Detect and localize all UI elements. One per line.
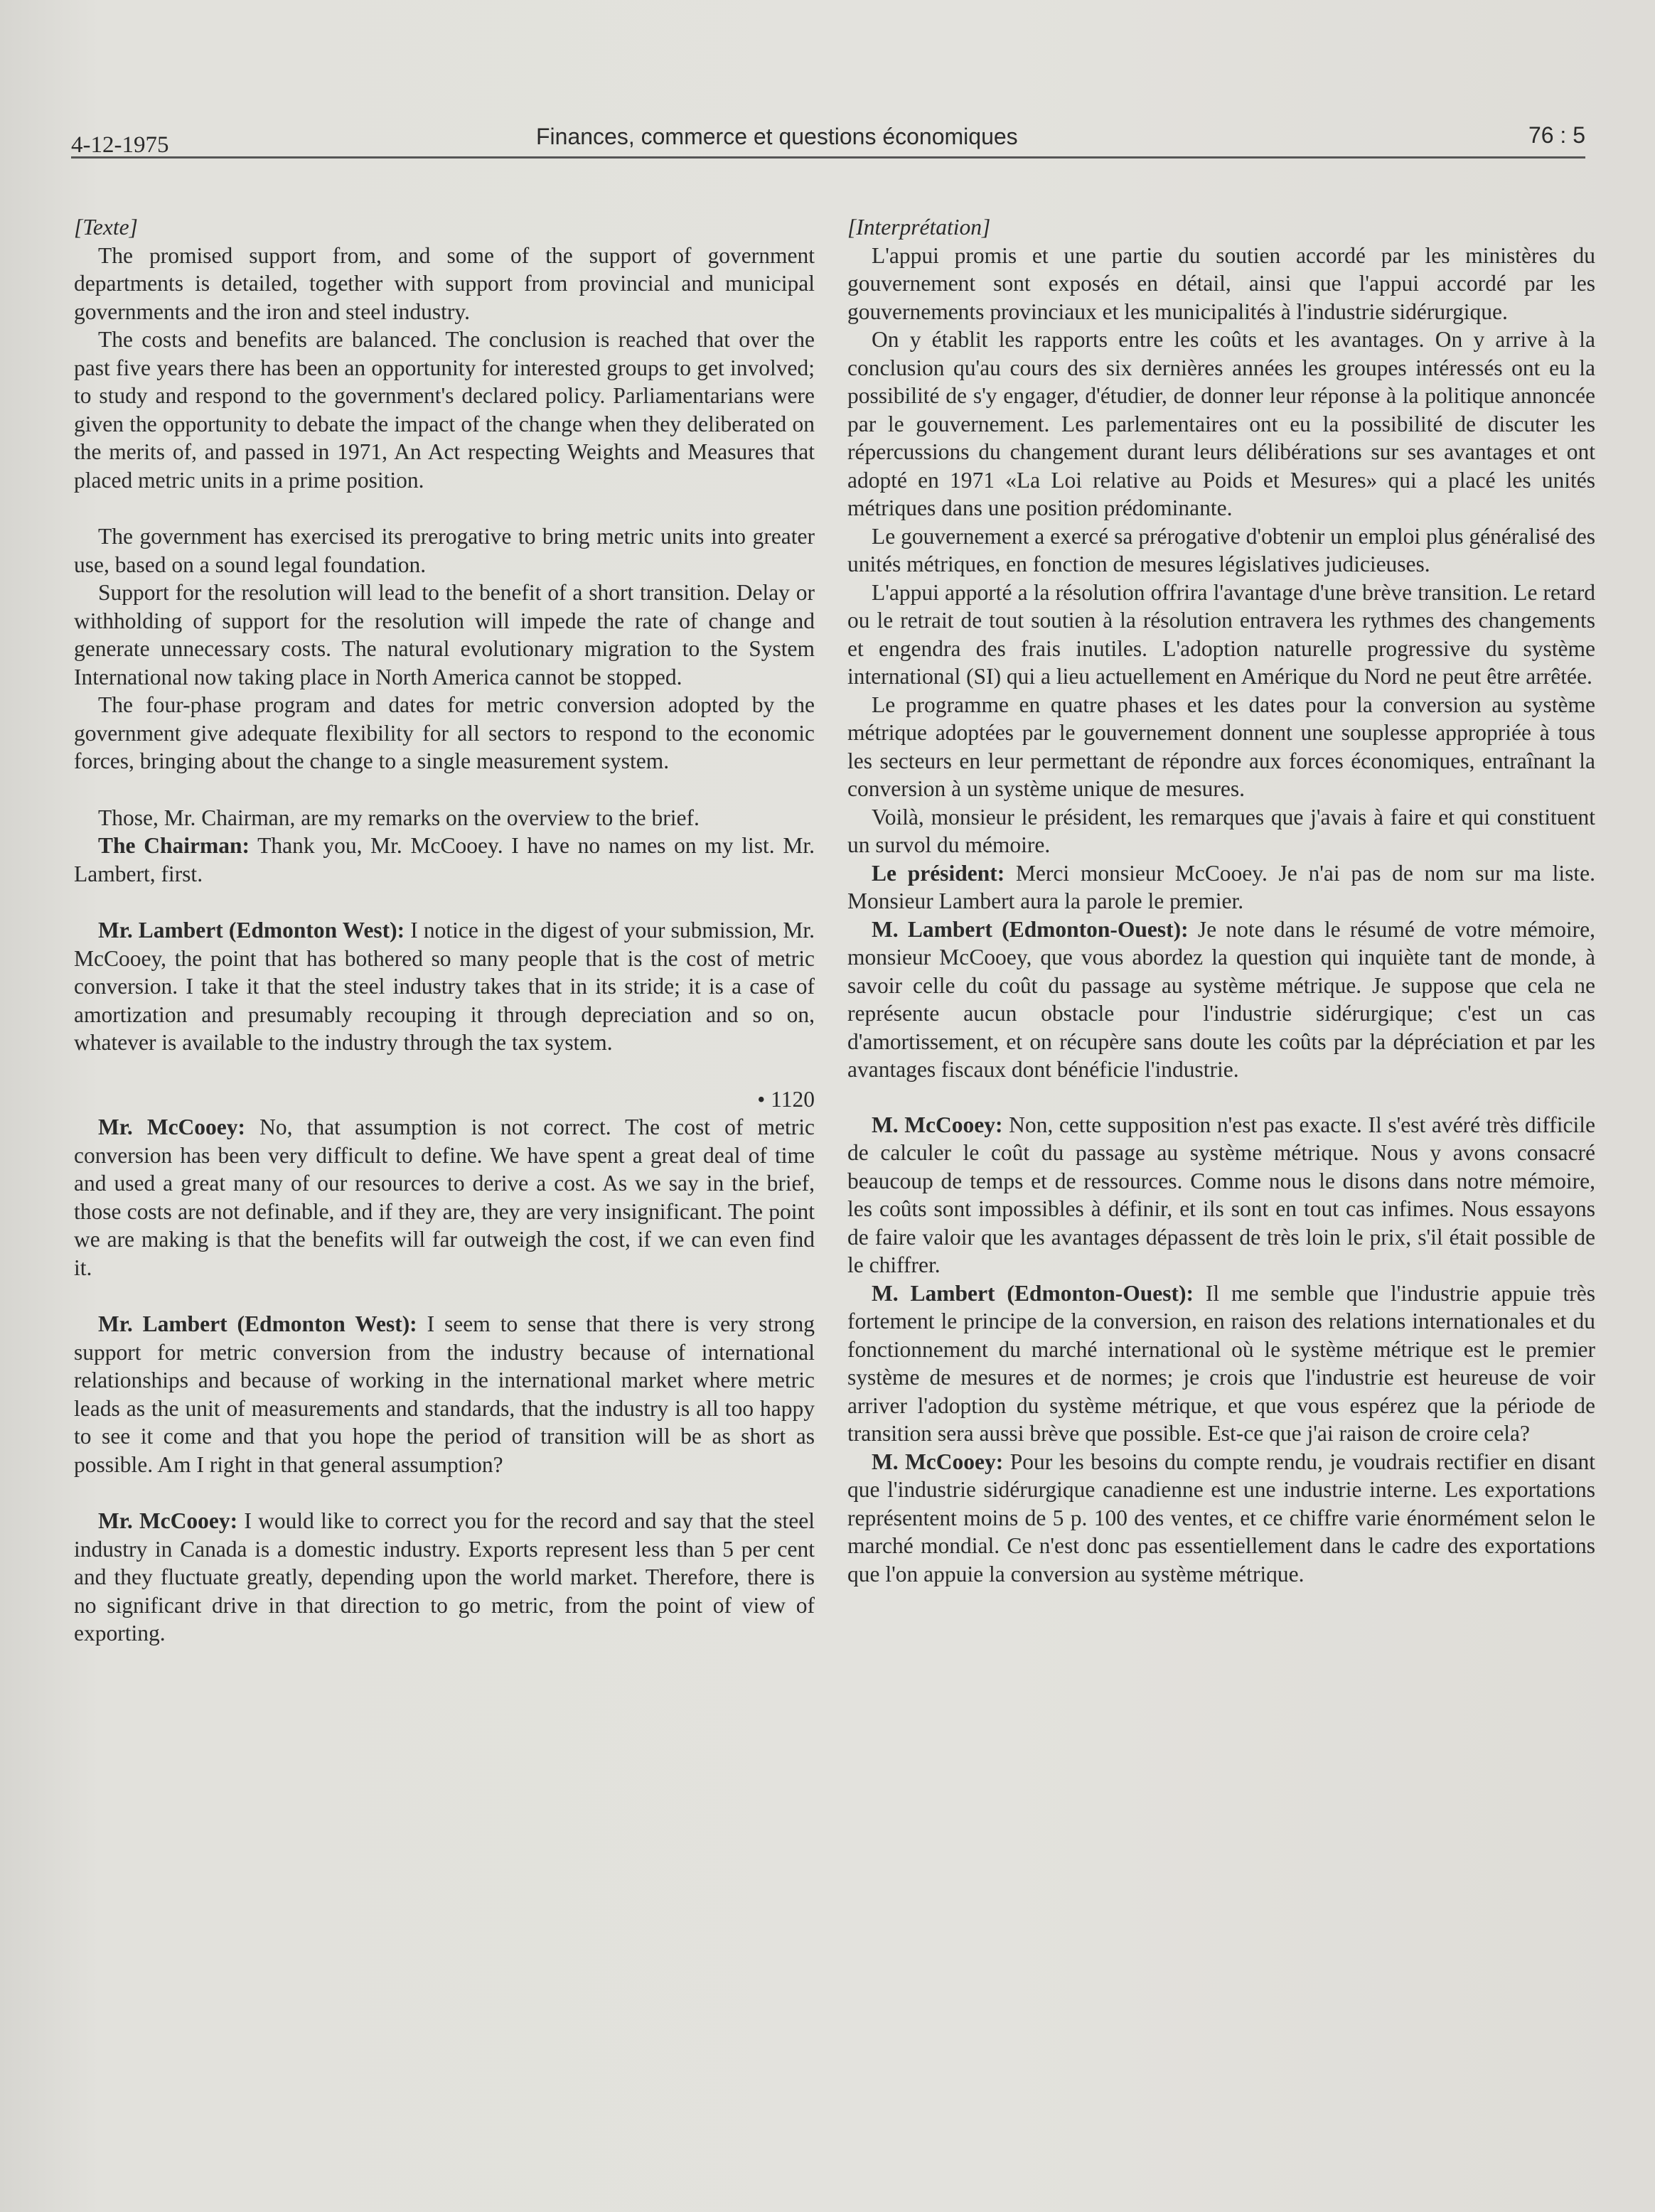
speaker: M. McCooey: — [872, 1112, 1003, 1137]
paragraph: Support for the resolution will lead to the benefit of a short transition. Delay or withholding of support for the resolution will impede the rate of change and generate unnecessary costs. The natural evolutionary migration to the System International now taking place in North America cannot be stopped. — [74, 580, 815, 689]
speech — [74, 1113, 815, 1282]
speech-text: Je note dans le résumé de votre mémoire, monsieur McCooey, que vous abordez la question qui inquiète tant de monde, à savoir celle du coût du passage au système métrique. Je suppose que cela ne représente aucun obstacle pour l'industrie sidérurgique; c'est un cas d'amortissement, et on récupère sans doute les coûts par la dépréciation et par les avantages fiscaux dont bénéficie l'industrie. — [847, 916, 1595, 1082]
paragraph: Voilà, monsieur le président, les remarques que j'avais à faire et qui constituent un survol du mémoire. — [847, 804, 1595, 857]
header-title: Finances, commerce et questions économiques — [536, 124, 1018, 149]
speech — [847, 859, 1595, 916]
speech-text: Merci monsieur McCooey. Je n'ai pas de nom sur ma liste. Monsieur Lambert aura la parole le premier. — [847, 860, 1596, 913]
speech — [74, 832, 815, 888]
language-tag: [Texte] — [74, 215, 138, 240]
paragraph: Those, Mr. Chairman, are my remarks on the overview to the brief. — [98, 805, 700, 830]
speaker: M. Lambert (Edmonton-Ouest): — [872, 916, 1189, 942]
speech — [74, 1310, 815, 1478]
speaker: Mr. Lambert (Edmonton West): — [98, 1311, 417, 1336]
spacer — [847, 1084, 1595, 1111]
paragraph: The promised support from, and some of the support of government departments is detailed, together with support from provincial and municipal governments and the iron and steel industry. — [74, 242, 815, 324]
paragraph: L'appui promis et une partie du soutien accordé par les ministères du gouvernement sont exposés en détail, ainsi que l'appui accordé par les gouvernements provinciaux et les municipalités à l'industrie sidérurgique. — [847, 242, 1595, 324]
english-column — [74, 213, 815, 1648]
speech-text: I notice in the digest of your submission, Mr. McCooey, the point that has bothered so many people that is the cost of metric conversion. I take it that the steel industry takes that in its stride; it is a case of amortization and presumably recouping it through depreciation and so on, whatever is available to the industry through the tax system. — [74, 918, 815, 1055]
speaker: Le président: — [872, 860, 1005, 886]
speaker: Mr. McCooey: — [98, 1508, 238, 1533]
speaker: Mr. McCooey: — [98, 1115, 246, 1139]
speech-text: Pour les besoins du compte rendu, je voudrais rectifier en disant que l'industrie sidérurgique canadienne est une industrie interne. Les exportations représentent moins de 5 p. 100 des ventes, et ce chiffre varie énormément selon le marché mondial. Ce n'est donc pas essentiellement dans le cadre des exportations que l'on appuie la conversion au système métrique. — [847, 1449, 1595, 1586]
paragraph: The costs and benefits are balanced. The conclusion is reached that over the past five years there has been an opportunity for interested groups to get involved; to study and respond to the government's declared policy. Parliamentarians were given the opportunity to debate the impact of the change when they deliberated on the merits of, and passed in 1971, An Act respecting Weights and Measures that placed metric units in a prime position. — [74, 327, 815, 493]
speaker: The Chairman: — [98, 833, 250, 858]
speech — [847, 1111, 1595, 1279]
french-column — [847, 213, 1595, 1588]
speaker: Mr. Lambert (Edmonton West): — [98, 918, 405, 943]
spacer — [74, 888, 815, 916]
spacer — [74, 494, 815, 522]
spacer — [74, 1282, 815, 1310]
page-header — [71, 122, 1585, 159]
paragraph: The four-phase program and dates for metric conversion adopted by the government give adequate flexibility for all sectors to respond to the economic forces, bringing about the change to a single measurement system. — [74, 692, 815, 773]
speaker: M. Lambert (Edmonton-Ouest): — [872, 1280, 1194, 1306]
speech — [74, 1507, 815, 1648]
speech — [847, 916, 1595, 1084]
spacer — [74, 775, 815, 804]
speech — [847, 1279, 1595, 1448]
speech-text: I seem to sense that there is very strong support for metric conversion from the industry because of international relationships and because of working in the international market where metric leads as the unit of measurements and standards, that the industry is all too happy to see it come and that you hope the period of transition will be as short as possible. Am I right in that general assumption? — [74, 1311, 815, 1477]
speech — [74, 916, 815, 1057]
paragraph: Le programme en quatre phases et les dates pour la conversion au système métrique adoptées par le gouvernement donnent une souplesse appropriée à tous les secteurs en leur permettant de répondre aux forces économiques, entraînant la conversion à un système unique de mesures. — [847, 692, 1595, 801]
header-date: 4-12-1975 — [71, 132, 169, 158]
paragraph: Le gouvernement a exercé sa prérogative d'obtenir un emploi plus généralisé des unités métriques, en fonction de mesures législatives judicieuses. — [847, 523, 1595, 576]
spacer — [74, 1478, 815, 1507]
header-page-number: 76 : 5 — [1528, 122, 1585, 148]
speech-text: I would like to correct you for the record and say that the steel industry in Canada is a domestic industry. Exports represent less than 5 per cent and they fluctuate greatly, depending upon the world market. Therefore, there is no significant drive in that direction to go metric, from the point of view of exporting. — [74, 1508, 815, 1645]
speech-text: No, that assumption is not correct. The cost of metric conversion has been very difficult to define. We have spent a great deal of time and used a great many of our resources to derive a cost. As we say in the brief, those costs are not definable, and if they are, they are very insignificant. The point we are making is that the benefits will far outweigh the cost, if we can even find it. — [74, 1115, 815, 1280]
speech — [847, 1448, 1595, 1589]
speech-text: Il me semble que l'industrie appuie très fortement le principe de la conversion, en raison des relations internationales et du fonctionnement du marché international où le système métrique est le premier système de mesures et de normes; je crois que l'industrie est heureuse de voir arriver l'adoption du système métrique, et que vous espérez que la période de transition sera aussi brève que possible. Est-ce que j'ai raison de croire cela? — [847, 1280, 1595, 1446]
language-tag: [Interprétation] — [847, 215, 991, 240]
speech-text: Non, cette supposition n'est pas exacte. Il s'est avéré très difficile de calculer le coût du passage au système métrique. Nous y avons consacré beaucoup de temps et de ressources. Comme nous le disons dans notre mémoire, les coûts sont impossibles à définir, et ils sont en tout cas infimes. Nous essayons de faire valoir que les avantages dépassent de très loin le prix, s'il était possible de le chiffrer. — [847, 1112, 1595, 1277]
paragraph: L'appui apporté a la résolution offrira l'avantage d'une brève transition. Le retard ou le retrait de tout soutien à la résolution entravera les rythmes des changements et engendra des frais inutiles. L'adoption naturelle progressive du système international (SI) qui a lieu actuellement en Amérique du Nord ne peut être arrêtée. — [847, 579, 1595, 689]
spacer — [74, 1057, 815, 1085]
speaker: M. McCooey: — [872, 1449, 1004, 1474]
paragraph: The government has exercised its prerogative to bring metric units into greater use, based on a sound legal foundation. — [74, 524, 815, 577]
speech-text: Thank you, Mr. McCooey. I have no names on my list. Mr. Lambert, first. — [74, 833, 815, 886]
time-marker: • 1120 — [757, 1086, 815, 1112]
paragraph: On y établit les rapports entre les coûts et les avantages. On y arrive à la conclusion qu'au cours des six dernières années les groupes intéressés ont eu la possibilité de s'y engager, d'étudier, de donner leur réponse à la politique annoncée par le gouvernement. Les parlementaires ont eu la possibilité de discuter les répercussions du changement durant leurs délibérations sur ses avantages et ont adopté en 1971 «La Loi relative au Poids et Mesures» qui a placé les unités métriques dans une position prédominante. — [847, 327, 1595, 520]
